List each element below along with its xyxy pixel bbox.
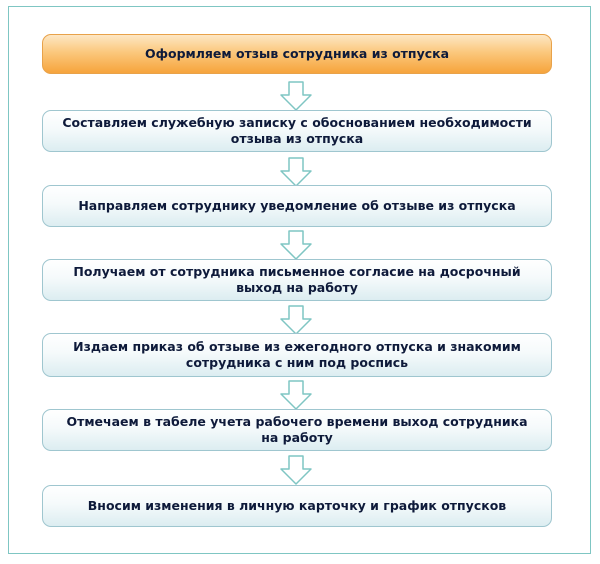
step-6-box <box>42 409 552 451</box>
step-5-box <box>42 333 552 377</box>
step-3-box <box>42 185 552 227</box>
step-3-label: Направляем сотруднику уведомление об отзыве из отпуска <box>78 198 516 213</box>
step-2-box <box>42 110 552 152</box>
step-1-label: Оформляем отзыв сотрудника из отпуска <box>144 46 450 61</box>
step-4-label: Получаем от сотрудника письменное согласие на досрочный выход на работу <box>73 264 521 295</box>
arrow-down-icon <box>279 81 313 111</box>
arrow-down-icon <box>279 305 313 335</box>
step-7-label: Вносим изменения в личную карточку и график отпусков <box>87 498 507 513</box>
step-2-label: Составляем служебную записку с обоснованием необходимости отзыва из отпуска <box>62 115 532 146</box>
arrow-down-icon <box>279 230 313 260</box>
arrow-down-icon <box>279 380 313 410</box>
step-4-box <box>42 259 552 301</box>
step-5-label: Издаем приказ об отзыве из ежегодного отпуска и знакомим сотрудника с ним под роспись <box>73 339 521 370</box>
step-1-box <box>42 34 552 74</box>
step-6-label: Отмечаем в табеле учета рабочего времени выход сотрудника на работу <box>66 414 528 445</box>
arrow-down-icon <box>279 157 313 187</box>
step-7-box <box>42 485 552 527</box>
arrow-down-icon <box>279 455 313 485</box>
